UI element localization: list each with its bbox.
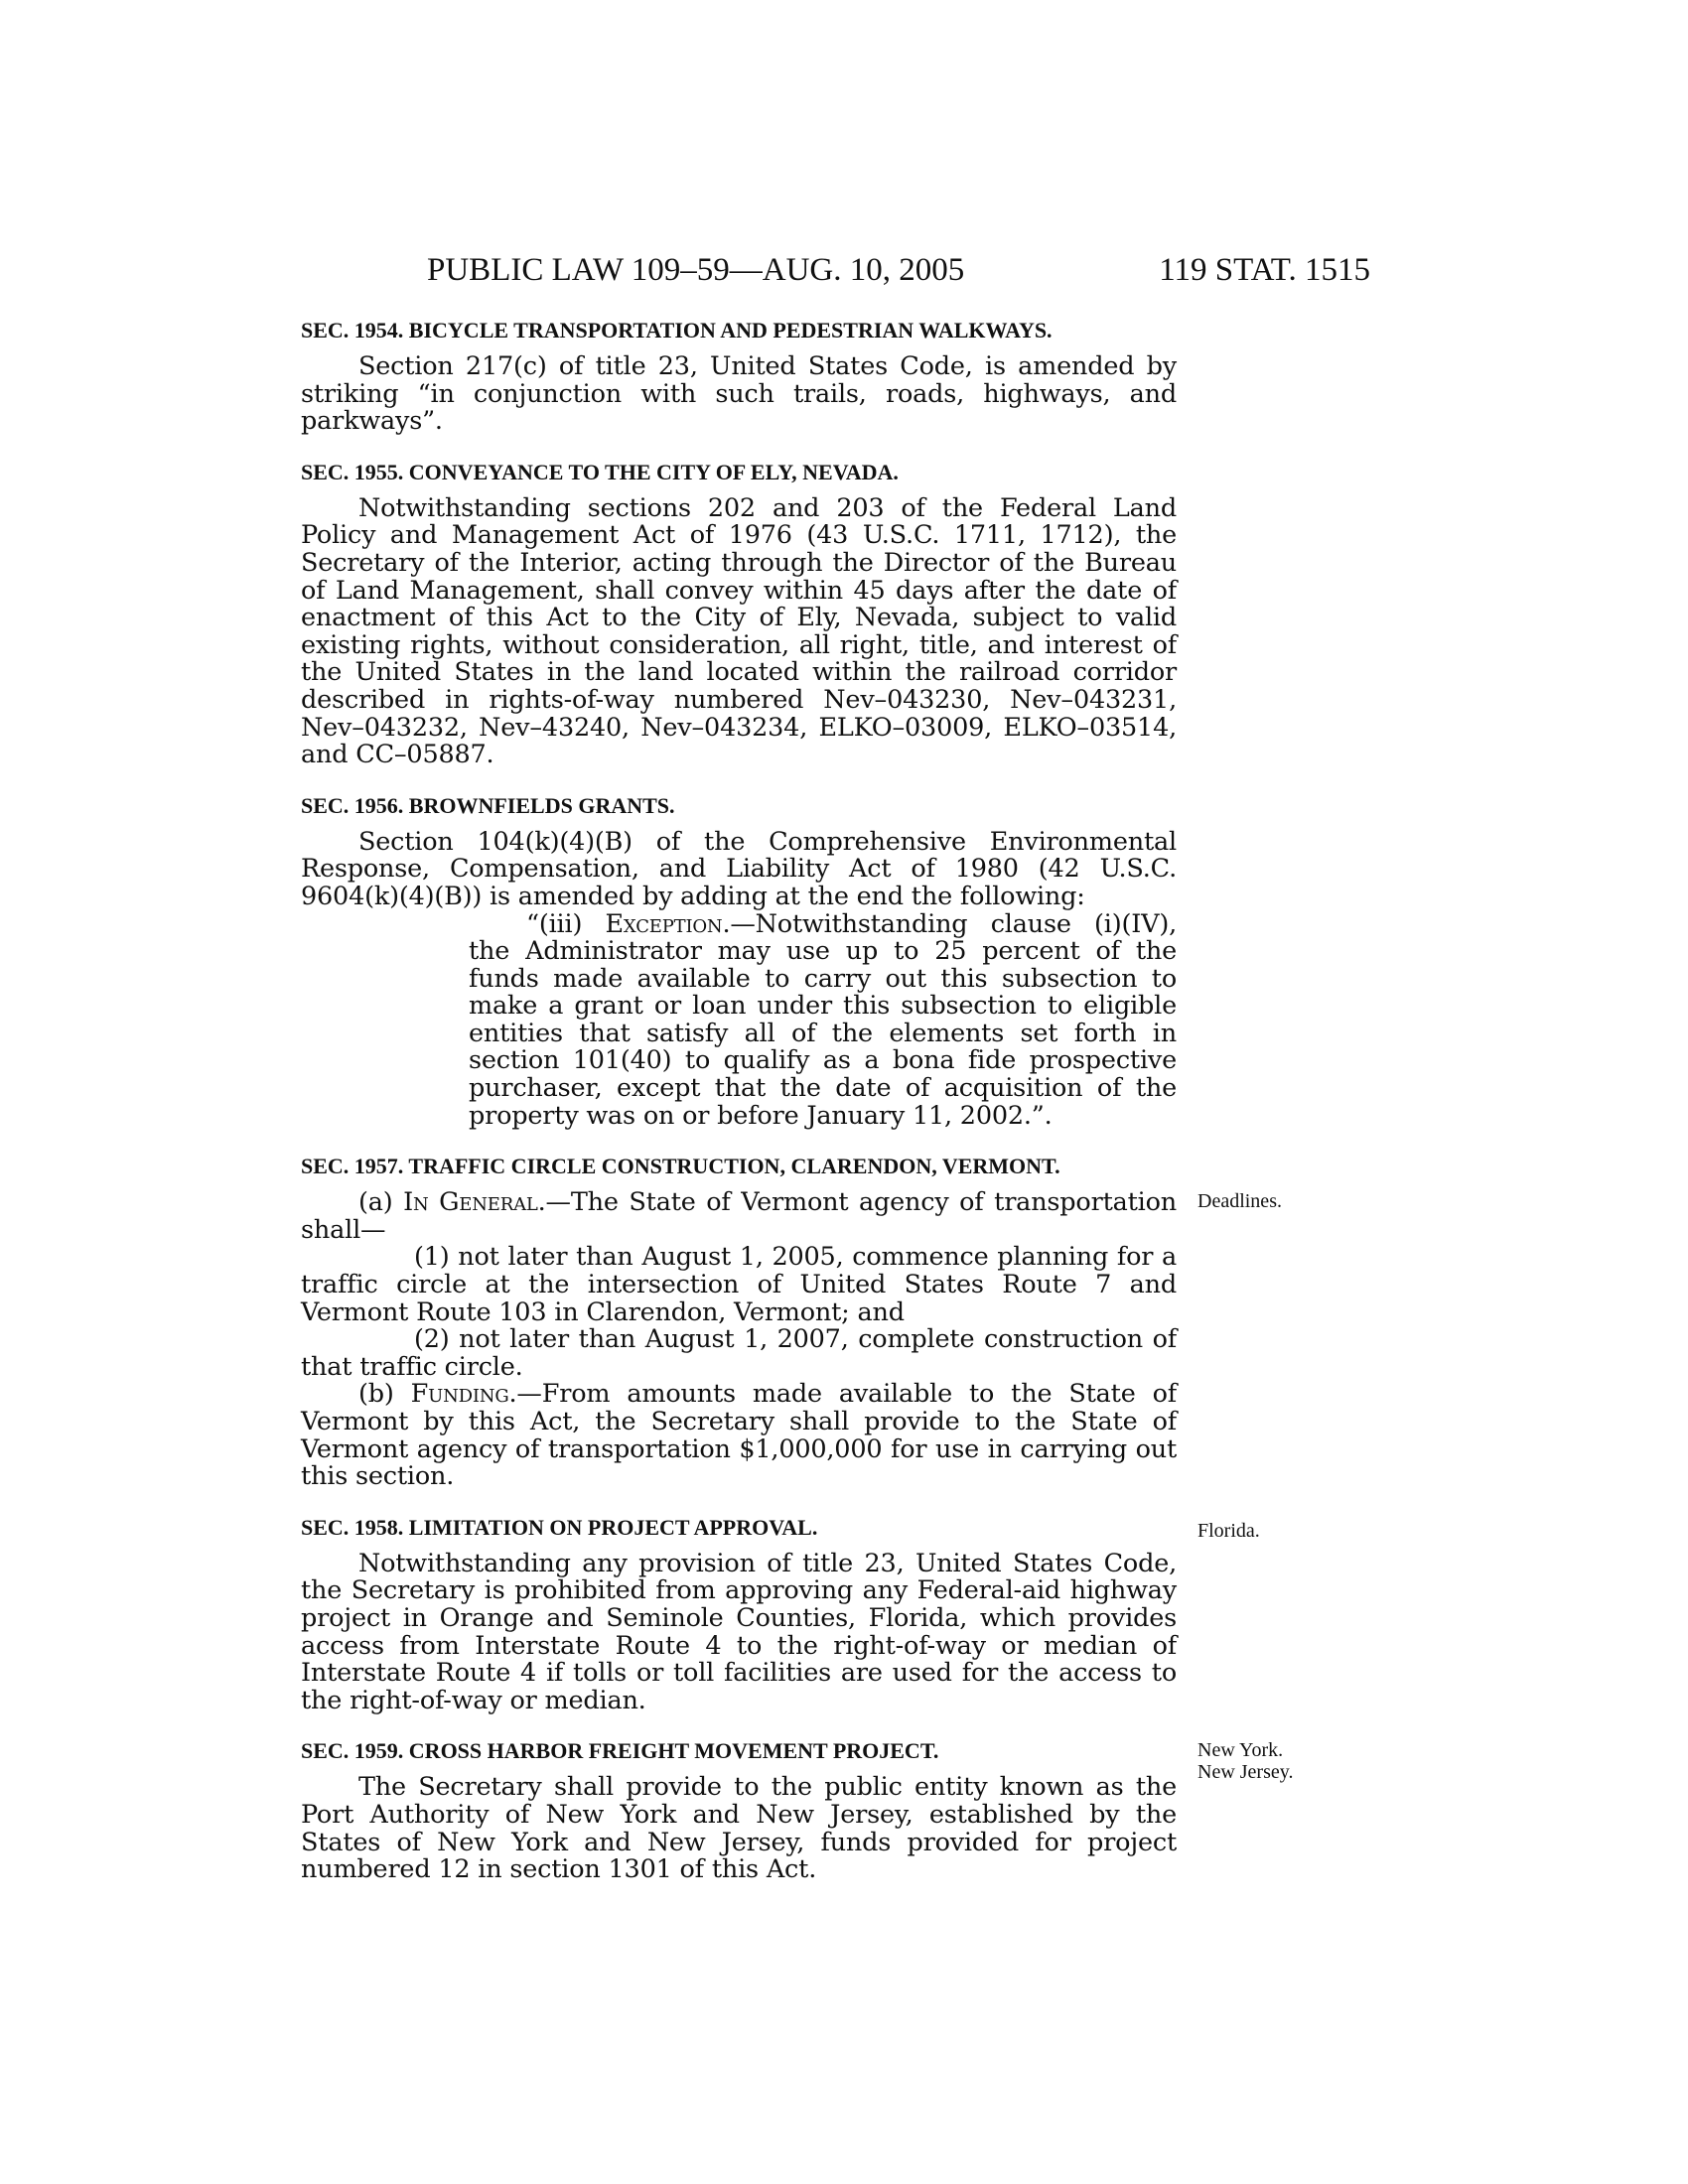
section-1955-heading: SEC. 1955. CONVEYANCE TO THE CITY OF ELY, NEVADA.	[301, 459, 899, 484]
running-title: PUBLIC LAW 109–59—AUG. 10, 2005	[427, 252, 965, 288]
section-1958-text: Notwithstanding any provision of title 23, United States Code, the Secretary is prohibited from approving any Federal-aid highway project in Orange and Seminole Counties, Florida, which provides access from Interstate Route 4 to the right-of-way or median of Interstate Route 4 if tolls or toll facilities are used for the access to the right-of-way or median.	[301, 1548, 1177, 1715]
section-1957-item-1: (1) not later than August 1, 2005, commence planning for a traffic circle at the intersection of United States Route 7 and Vermont Route 103 in Clarendon, Vermont; and	[301, 1242, 1177, 1327]
quote-label: Exception	[605, 908, 723, 939]
statute-page-number: 119 STAT. 1515	[1159, 252, 1370, 288]
margin-note-new-jersey: New Jersey.	[1197, 1761, 1294, 1783]
section-1955-text: Notwithstanding sections 202 and 203 of the Federal Land Policy and Management Act of 1976 (43 U.S.C. 1711, 1712), the Secretary of the Interior, acting through the Director of the Bureau of Land Management, shall convey within 45 days after the date of enactment of this Act to the City of Ely, Nevada, subject to valid existing rights, without consideration, all right, title, and interest of the United States in the land located within the railroad corridor described in rights-of-way numbered Nev–043230, Nev–043231, Nev–043232, Nev–43240, Nev–043234, ELKO–03009, ELKO–03514, and CC–05887.	[301, 492, 1177, 770]
section-1957-heading: SEC. 1957. TRAFFIC CIRCLE CONSTRUCTION, CLARENDON, VERMONT.	[301, 1154, 1060, 1179]
subsection-a-text: .—The State of Vermont agency of transportation shall—	[301, 1187, 1177, 1245]
subsection-b-text: .—From amounts made available to the State of Vermont by this Act, the Secretary shall provide to the State of Vermont agency of transportation $1,000,000 for use in carrying out this section.	[301, 1379, 1178, 1492]
section-1956-text: Section 104(k)(4)(B) of the Comprehensive Environmental Response, Compensation, and Liability Act of 1980 (42 U.S.C. 9604(k)(4)(B)) is amended by adding at the end the following:	[301, 826, 1177, 911]
margin-note-florida: Florida.	[1197, 1520, 1260, 1542]
section-1959-heading: SEC. 1959. CROSS HARBOR FREIGHT MOVEMENT PROJECT.	[301, 1738, 939, 1764]
quote-open: “(iii)	[526, 908, 606, 939]
margin-note-deadlines: Deadlines.	[1197, 1190, 1282, 1212]
page-header	[427, 252, 1370, 292]
section-1958-heading: SEC. 1958. LIMITATION ON PROJECT APPROVAL.	[301, 1514, 818, 1540]
document-body	[301, 316, 1177, 1884]
subsection-a-prefix: (a)	[358, 1187, 404, 1218]
subsection-a-label: In General	[403, 1187, 538, 1218]
section-1956-heading: SEC. 1956. BROWNFIELDS GRANTS.	[301, 792, 675, 818]
section-1959-text: The Secretary shall provide to the public entity known as the Port Authority of New York and New Jersey, established by the States of New York and New Jersey, funds provided for project numbered 12 in section 1301 of this Act.	[301, 1772, 1177, 1885]
section-1954-text: Section 217(c) of title 23, United States Code, is amended by striking “in conjunction with such trails, roads, highways, and parkways”.	[301, 351, 1177, 437]
section-1957-item-2: (2) not later than August 1, 2007, complete construction of that traffic circle.	[301, 1324, 1177, 1382]
section-1957-subsection-b	[301, 1381, 1177, 1490]
section-1956-quoted-amendment	[301, 908, 1177, 1131]
margin-note-new-york: New York.	[1197, 1739, 1284, 1761]
subsection-b-label: Funding	[410, 1379, 509, 1410]
subsection-b-prefix: (b)	[358, 1379, 411, 1410]
section-1957-subsection-a	[301, 1189, 1177, 1244]
section-1954-heading: SEC. 1954. BICYCLE TRANSPORTATION AND PEDESTRIAN WALKWAYS.	[301, 318, 1053, 342]
quote-text: .—Notwithstanding clause (i)(IV), the Administrator may use up to 25 percent of the funds made available to carry out this subsection to make a grant or loan under this subsection to eligible entities that satisfy all of the elements set forth in section 101(40) to qualify as a bona fide prospective purchaser, except that the date of acquisition of the property was on or before January 11, 2002.”.	[469, 908, 1177, 1131]
